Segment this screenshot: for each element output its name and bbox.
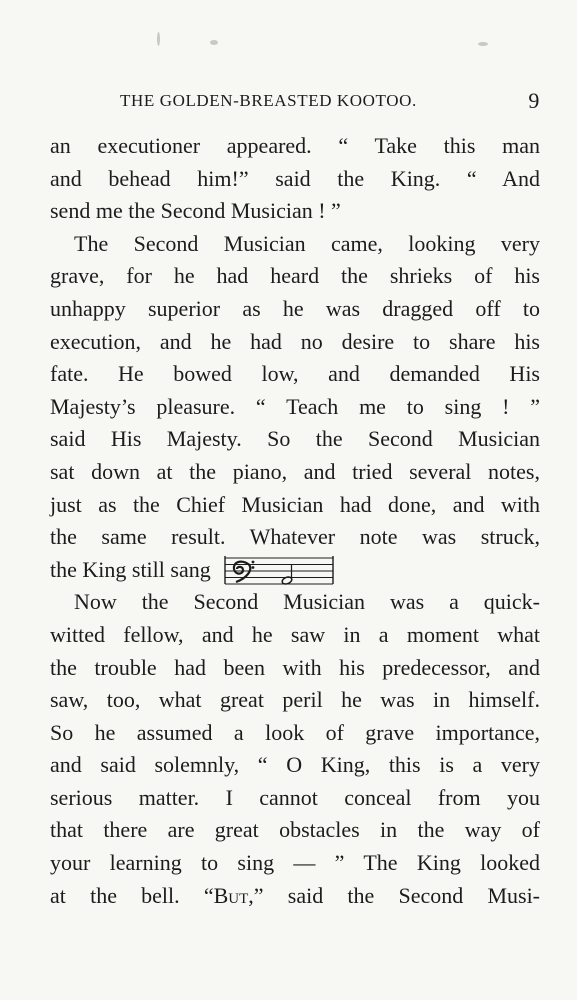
- text-line: Majesty’s pleasure. “ Teach me to sing ! ”: [50, 393, 540, 419]
- text-line: fate. He bowed low, and demanded His: [50, 361, 540, 387]
- scan-speck: [210, 40, 218, 45]
- text-line: execution, and he had no desire to share his: [50, 328, 540, 354]
- staff-icon: [221, 553, 337, 587]
- text-line: just as the Chief Musician had done, and with: [50, 491, 540, 517]
- text-line: witted fellow, and he saw in a moment what: [50, 621, 540, 647]
- running-title: THE GOLDEN-BREASTED KOOTOO.: [120, 91, 417, 110]
- half-note-icon: [281, 565, 293, 585]
- paragraph-start-line: The Second Musician came, looking very: [74, 230, 540, 256]
- text-line: [50, 880, 540, 913]
- text-line: sat down at the piano, and tried several notes,: [50, 458, 540, 484]
- body-text: [50, 130, 540, 912]
- text-line: that there are great obstacles in the way of: [50, 817, 540, 843]
- text-line: the trouble had been with his predecessor, and: [50, 654, 540, 680]
- text-line: So he assumed a look of grave importance,: [50, 719, 540, 745]
- small-caps-word: But: [213, 882, 249, 908]
- text-line: your learning to sing — ” The King looked: [50, 850, 540, 876]
- text-line: send me the Second Musician ! ”: [50, 198, 341, 224]
- text-line: and said solemnly, “ O King, this is a very: [50, 752, 540, 778]
- text-fragment: the King still sang: [50, 556, 211, 582]
- text-line: grave, for he had heard the shrieks of his: [50, 263, 540, 289]
- text-line: the same result. Whatever note was struck,: [50, 524, 540, 550]
- page-number: 9: [528, 88, 540, 113]
- scan-speck: [478, 42, 488, 46]
- music-line: [50, 554, 540, 587]
- text-line: and behead him!” said the King. “ And: [50, 165, 540, 191]
- music-notation: [221, 553, 337, 587]
- text-fragment: at the bell. “: [50, 882, 214, 908]
- paragraph-start-line: Now the Second Musician was a quick-: [74, 589, 540, 615]
- text-fragment: ,” said the Second Musi-: [248, 882, 541, 908]
- text-line: saw, too, what great peril he was in himself.: [50, 687, 540, 713]
- text-line: serious matter. I cannot conceal from you: [50, 784, 540, 810]
- text-line: unhappy superior as he was dragged off to: [50, 295, 540, 321]
- page-header: [120, 88, 540, 114]
- scan-speck: [157, 32, 160, 46]
- text-line: an executioner appeared. “ Take this man: [50, 133, 540, 158]
- text-line: said His Majesty. So the Second Musician: [50, 426, 540, 452]
